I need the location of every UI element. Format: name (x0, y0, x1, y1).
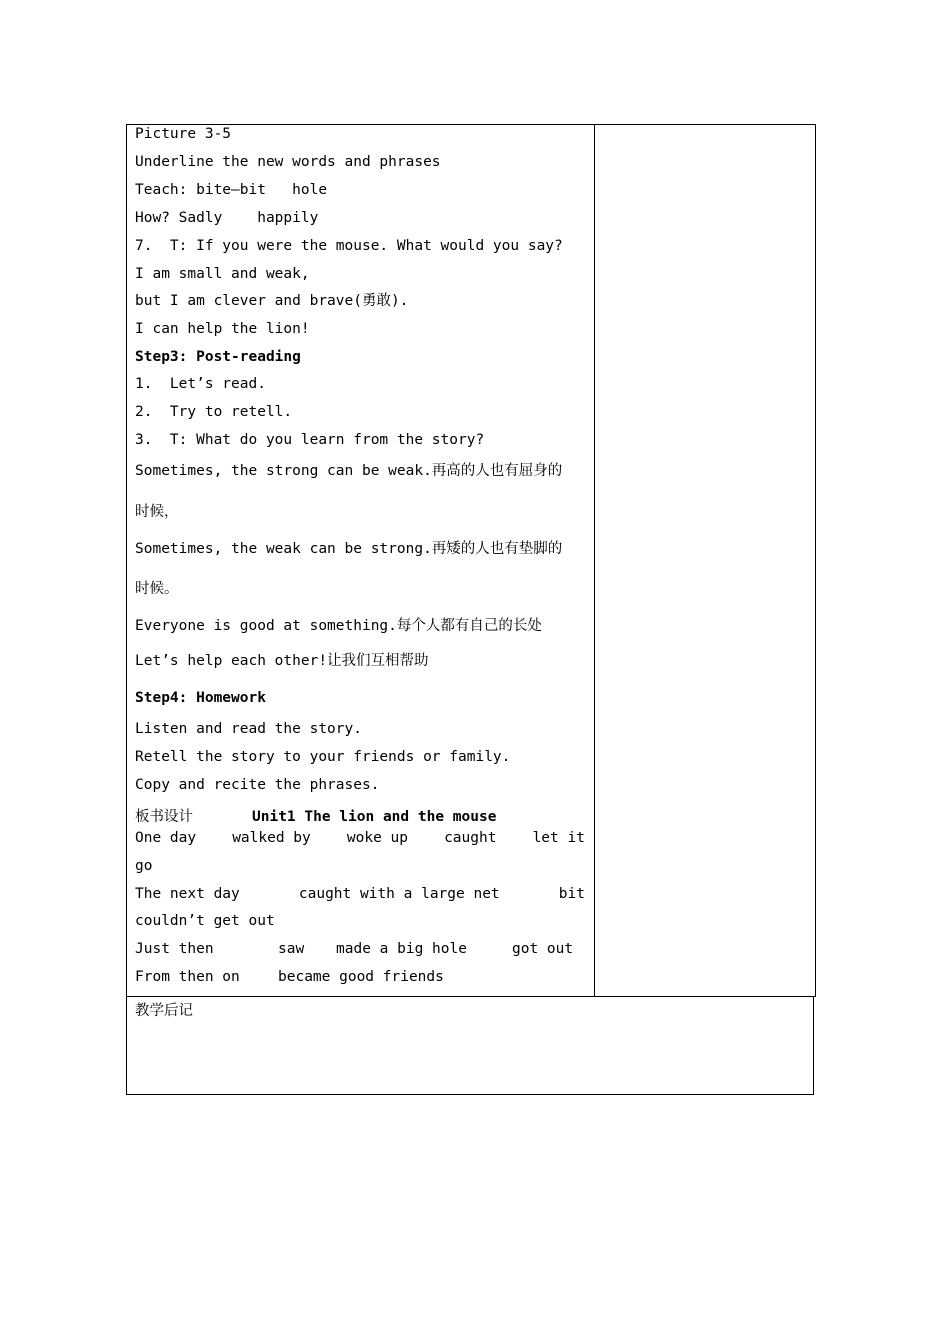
notes-table (126, 996, 814, 1095)
board-phrase: made a big hole (336, 941, 467, 957)
text-line: Let’s help each other!让我们互相帮助 (135, 653, 429, 669)
list-item: 3. T: What do you learn from the story? (135, 432, 485, 448)
list-item: 1. Let’s read. (135, 376, 266, 392)
text-line: but I am clever and brave(勇敢). (135, 293, 409, 309)
board-phrase: walked by (232, 830, 311, 846)
text-line: Everyone is good at something.每个人都有自己的长处 (135, 618, 542, 634)
step3-heading: Step3: Post-reading (135, 349, 301, 365)
text-line: How? Sadly happily (135, 210, 319, 226)
board-phrase: let it (532, 830, 585, 846)
text-line: Underline the new words and phrases (135, 154, 441, 170)
homework-item: Listen and read the story. (135, 721, 362, 737)
column-divider (594, 124, 595, 997)
text-line: Picture 3-5 (135, 126, 232, 142)
board-phrase: woke up (346, 830, 408, 846)
board-row-1 (135, 829, 585, 847)
board-phrase: caught (444, 830, 497, 846)
board-row-2 (135, 885, 585, 903)
step4-heading: Step4: Homework (135, 690, 266, 706)
board-phrase: From then on (135, 969, 240, 985)
board-phrase: go (135, 858, 153, 874)
board-phrase: saw (278, 941, 305, 957)
text-line: I am small and weak, (135, 266, 310, 282)
teaching-notes-label: 教学后记 (135, 1003, 193, 1019)
board-phrase: caught with a large net (298, 886, 500, 902)
text-line: 时候。 (135, 581, 179, 597)
list-item: 2. Try to retell. (135, 404, 293, 420)
homework-item: Copy and recite the phrases. (135, 777, 380, 793)
text-line: Sometimes, the strong can be weak.再高的人也有屈身的 (135, 463, 563, 479)
board-phrase: Just then (135, 941, 214, 957)
text-line: Sometimes, the weak can be strong.再矮的人也有垫脚的 (135, 541, 563, 557)
board-phrase: got out (512, 941, 574, 957)
board-design-label: 板书设计 (135, 809, 193, 825)
board-phrase: bit (558, 886, 585, 902)
board-phrase: couldn’t get out (135, 913, 275, 929)
board-phrase: One day (135, 830, 197, 846)
homework-item: Retell the story to your friends or family. (135, 749, 511, 765)
text-line: Teach: bite—bit hole (135, 182, 328, 198)
text-line: 7. T: If you were the mouse. What would you say? (135, 238, 563, 254)
text-line: 时候， (135, 504, 179, 520)
board-title: Unit1 The lion and the mouse (252, 809, 497, 825)
board-phrase: The next day (135, 886, 240, 902)
board-phrase: became good friends (278, 969, 444, 985)
text-line: I can help the lion! (135, 321, 310, 337)
